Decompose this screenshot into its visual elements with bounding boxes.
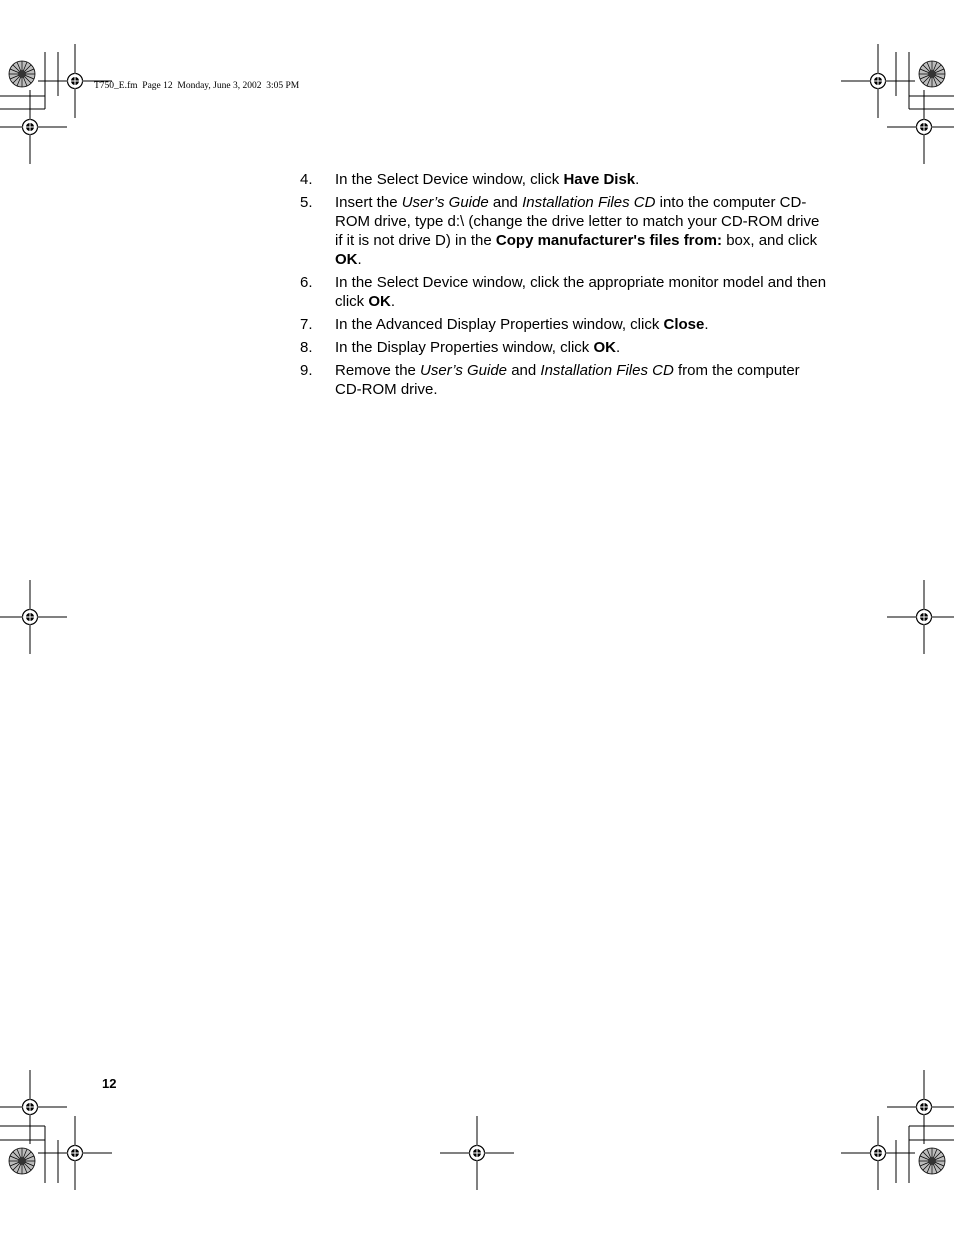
step-text-run: .: [390, 293, 396, 310]
step-item: [300, 193, 840, 269]
step-text-run: Remove the: [335, 362, 421, 379]
ui-term: Copy manufacturer's files from:: [495, 232, 723, 249]
step-item: [300, 361, 840, 399]
step-text-run: .: [635, 171, 640, 188]
step-item: [300, 315, 840, 334]
step-text-run: and: [488, 194, 523, 211]
step-text: [335, 193, 827, 269]
step-text-run: from the computer CD-ROM drive.: [335, 362, 800, 398]
step-text-run: In the Display Properties window, click: [335, 339, 594, 356]
page-number: 12: [102, 1076, 117, 1091]
step-number: 9.: [300, 362, 313, 379]
ui-term: OK: [593, 339, 616, 356]
instruction-steps: [300, 170, 840, 403]
step-text-run: and: [507, 362, 541, 379]
ui-term: Close: [663, 316, 705, 333]
ui-term: OK: [368, 293, 391, 310]
step-item: [300, 170, 840, 189]
step-text-run: box, and click: [722, 232, 818, 249]
ui-term: Have Disk: [563, 171, 636, 188]
step-text-run: In the Select Device window, click the appropriate monitor model and then click: [335, 274, 827, 310]
step-text: [335, 361, 827, 399]
step-text-run: .: [704, 316, 709, 333]
step-text: [335, 170, 827, 189]
step-text: [335, 315, 827, 334]
step-item: [300, 273, 840, 311]
step-text-run: Insert the: [335, 194, 402, 211]
step-text: [335, 273, 827, 311]
step-text-run: .: [357, 251, 362, 268]
step-text-run: In the Select Device window, click: [335, 171, 564, 188]
product-name: Installation Files CD: [540, 362, 674, 379]
step-item: [300, 338, 840, 357]
step-number: 6.: [300, 274, 313, 291]
product-name: User’s Guide: [401, 194, 489, 211]
file-slug: T750_E.fm Page 12 Monday, June 3, 2002 3:05 PM: [94, 81, 300, 91]
step-number: 4.: [300, 171, 313, 188]
product-name: Installation Files CD: [522, 194, 656, 211]
step-number: 7.: [300, 316, 313, 333]
step-number: 5.: [300, 194, 313, 211]
step-number: 8.: [300, 339, 313, 356]
step-text-run: .: [615, 339, 621, 356]
product-name: User’s Guide: [420, 362, 508, 379]
ui-term: OK: [335, 251, 358, 268]
step-text-run: into the computer CD-ROM drive, type d:\ (change the drive letter to match your CD-ROM drive if it is not drive D) in the: [335, 194, 820, 249]
step-text-run: In the Advanced Display Properties window, click: [335, 316, 664, 333]
step-text: [335, 338, 827, 357]
